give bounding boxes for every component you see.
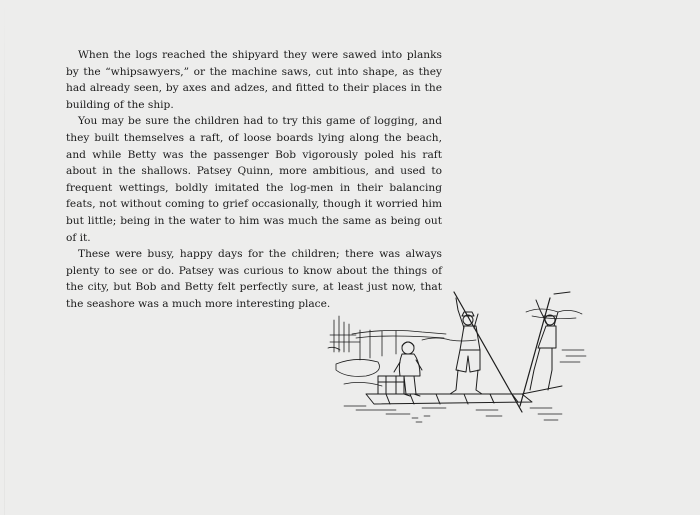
paragraph-3: These were busy, happy days for the children; there was always plenty to see or do. Patsey was curious to know about the things of the city, but Bob and Betty felt perfectly sure, at least just now, that the seashore was a much more interesting place. — [66, 248, 442, 310]
patsey-pole-2 — [554, 292, 570, 294]
betty-figure — [394, 342, 422, 396]
paragraph-1: When the logs reached the shipyard they were sawed into planks by the “whipsawyers,” or the machine saws, cut into shape, as they had already seen, by axes and adzes, and fitted to their places in the building of the ship. — [66, 49, 442, 111]
crate — [378, 376, 404, 394]
paragraph-2: You may be sure the children had to try this game of logging, and they built themselves a raft, of loose boards lying along the beach, and while Betty was the passenger Bob vigorously poled his raft about in the shallows. Patsey Quinn, more ambitious, and used to frequent wettings, boldly imitated the log-men in their balancing feats, not without coming to grief occasionally, though it worried him but little; being in the water to him was much the same as being out of it. — [66, 115, 442, 244]
children-raft-illustration — [326, 290, 588, 430]
patsey-figure — [522, 300, 562, 394]
raft — [366, 394, 532, 404]
ship-frames — [330, 316, 446, 360]
water-ripples — [344, 406, 562, 422]
left-shore — [328, 347, 382, 386]
raft-drawing — [326, 290, 588, 430]
page-edge-shadow — [4, 0, 5, 515]
body-text — [66, 47, 442, 313]
far-shore — [422, 309, 586, 362]
